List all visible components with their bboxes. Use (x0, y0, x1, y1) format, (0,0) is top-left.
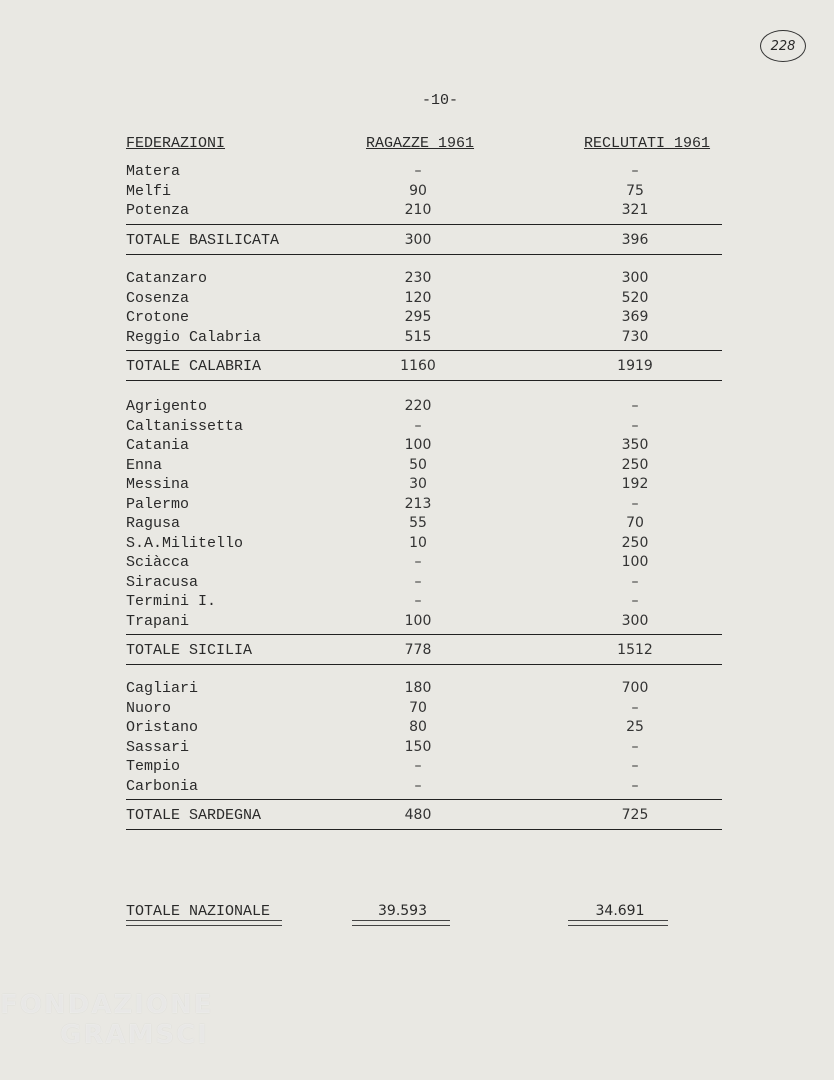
reclutati-value: 730 (621, 328, 649, 345)
national-total-reclutati: 34.691 (595, 903, 645, 919)
ragazze-value: 10 (409, 534, 427, 551)
ragazze-value: 220 (404, 398, 432, 414)
table-row (0, 437, 834, 457)
subtotal-rule (126, 799, 722, 800)
total-label: TOTALE SICILIA (126, 642, 253, 659)
ragazze-value: 70 (409, 699, 427, 716)
table-row (0, 574, 834, 594)
total-rule (126, 254, 722, 255)
federation-name: Siracusa (126, 573, 199, 591)
reclutati-value: – (631, 417, 639, 434)
federation-name: Sassari (126, 738, 190, 756)
table-row (0, 270, 834, 290)
total-ragazze: 300 (404, 231, 432, 248)
total-reclutati: 1919 (617, 358, 653, 374)
reclutati-value: – (631, 573, 639, 590)
table-row (0, 496, 834, 516)
federation-name: Tempio (126, 758, 181, 775)
ragazze-value: 120 (404, 289, 432, 306)
ragazze-value: 150 (404, 738, 432, 755)
reclutati-value: 100 (621, 554, 649, 570)
reclutati-value: 25 (626, 719, 644, 735)
reclutati-value: – (631, 777, 639, 794)
federation-name: Caltanissetta (126, 417, 244, 435)
total-ragazze: 480 (404, 807, 432, 823)
ragazze-value: 50 (409, 456, 427, 473)
table-row (0, 163, 834, 183)
watermark (0, 990, 213, 1050)
subtotal-rule (126, 224, 722, 225)
federation-name: Agrigento (126, 398, 208, 415)
ragazze-value: – (414, 554, 422, 570)
table-row (0, 758, 834, 778)
table-row (0, 515, 834, 535)
table-row (0, 593, 834, 613)
total-label: TOTALE SARDEGNA (126, 807, 262, 824)
reclutati-value: – (631, 495, 639, 512)
federation-name: Reggio Calabria (126, 328, 262, 346)
total-reclutati: 725 (621, 807, 649, 823)
table-row (0, 183, 834, 203)
ragazze-value: 80 (409, 719, 427, 735)
table-row (0, 457, 834, 477)
ragazze-value: 295 (404, 309, 432, 325)
watermark-line: FONDAZIONE (0, 990, 214, 1020)
federation-name: Crotone (126, 309, 190, 326)
watermark-line: GRAMSCI (60, 1020, 209, 1050)
ragazze-value: 180 (404, 680, 432, 696)
table-row (0, 739, 834, 759)
federation-name: Ragusa (126, 515, 181, 532)
national-total-label: TOTALE NAZIONALE (126, 903, 271, 920)
ragazze-value: – (414, 758, 422, 774)
total-rule (126, 380, 722, 381)
reclutati-value: – (631, 699, 639, 716)
federation-name: Nuoro (126, 699, 172, 717)
ragazze-value: 230 (404, 270, 432, 286)
reclutati-value: – (631, 398, 639, 414)
federation-name: Carbonia (126, 777, 199, 795)
reclutati-value: 75 (626, 182, 644, 199)
ragazze-value: – (414, 573, 422, 590)
total-label: TOTALE BASILICATA (126, 231, 280, 249)
table-row (0, 719, 834, 739)
federation-name: Matera (126, 163, 181, 180)
table-row (0, 613, 834, 633)
ragazze-value: – (414, 593, 422, 609)
table-row (0, 418, 834, 438)
table-row (0, 554, 834, 574)
double-underline (352, 920, 450, 926)
federation-name: Termini I. (126, 593, 217, 610)
reclutati-value: 300 (621, 612, 649, 629)
total-row (0, 642, 834, 662)
header-federazioni: FEDERAZIONI (126, 135, 226, 152)
federation-name: Enna (126, 456, 163, 474)
table-row (0, 329, 834, 349)
federation-name: Catania (126, 437, 190, 454)
table-row (0, 680, 834, 700)
ragazze-value: 30 (409, 476, 427, 492)
federation-name: S.A.Militello (126, 534, 244, 552)
total-reclutati: 1512 (617, 642, 653, 658)
ragazze-value: 210 (404, 202, 432, 218)
page-number: -10- (421, 92, 458, 109)
reclutati-value: 192 (621, 476, 649, 492)
reclutati-value: 369 (621, 309, 649, 325)
ragazze-value: 90 (409, 182, 427, 199)
double-underline (126, 920, 282, 926)
ragazze-value: 100 (404, 612, 432, 629)
double-underline (568, 920, 668, 926)
federation-name: Melfi (126, 182, 172, 200)
table-row (0, 309, 834, 329)
reclutati-value: – (631, 758, 639, 774)
total-label: TOTALE CALABRIA (126, 358, 262, 375)
federation-name: Cagliari (126, 680, 199, 697)
total-rule (126, 829, 722, 830)
total-ragazze: 778 (404, 642, 432, 658)
federation-name: Catanzaro (126, 270, 208, 287)
reclutati-value: 300 (621, 270, 649, 286)
table-row (0, 700, 834, 720)
ragazze-value: 515 (404, 328, 432, 345)
total-row (0, 232, 834, 252)
reclutati-value: 250 (621, 534, 649, 551)
reclutati-value: 321 (621, 202, 649, 218)
total-row (0, 807, 834, 827)
federation-name: Palermo (126, 495, 190, 513)
reclutati-value: – (631, 738, 639, 755)
ragazze-value: – (414, 163, 422, 179)
federation-name: Messina (126, 476, 190, 493)
ragazze-value: 213 (404, 495, 432, 512)
reclutati-value: 250 (621, 456, 649, 473)
reclutati-value: – (631, 593, 639, 609)
ragazze-value: – (414, 417, 422, 434)
header-reclutati: RECLUTATI 1961 (584, 135, 711, 152)
national-total-ragazze: 39.593 (378, 903, 427, 919)
table-row (0, 290, 834, 310)
federation-name: Cosenza (126, 289, 190, 307)
federation-name: Potenza (126, 202, 190, 219)
total-ragazze: 1160 (400, 358, 436, 374)
reclutati-value: 70 (626, 515, 644, 531)
total-rule (126, 664, 722, 665)
federation-name: Sciàcca (126, 554, 190, 571)
table-row (0, 535, 834, 555)
table-row (0, 398, 834, 418)
subtotal-rule (126, 634, 722, 635)
header-ragazze: RAGAZZE 1961 (366, 135, 475, 152)
table-row (0, 476, 834, 496)
subtotal-rule (126, 350, 722, 351)
table-row (0, 202, 834, 222)
table-row (0, 778, 834, 798)
reclutati-value: 520 (621, 289, 649, 306)
archive-stamp: 228 (760, 30, 806, 62)
federation-name: Trapani (126, 612, 190, 630)
federation-name: Oristano (126, 719, 199, 736)
total-reclutati: 396 (621, 231, 649, 248)
total-row (0, 358, 834, 378)
reclutati-value: – (631, 163, 639, 179)
reclutati-value: 350 (621, 437, 649, 453)
ragazze-value: 55 (409, 515, 427, 531)
ragazze-value: 100 (404, 437, 432, 453)
ragazze-value: – (414, 777, 422, 794)
reclutati-value: 700 (621, 680, 649, 696)
